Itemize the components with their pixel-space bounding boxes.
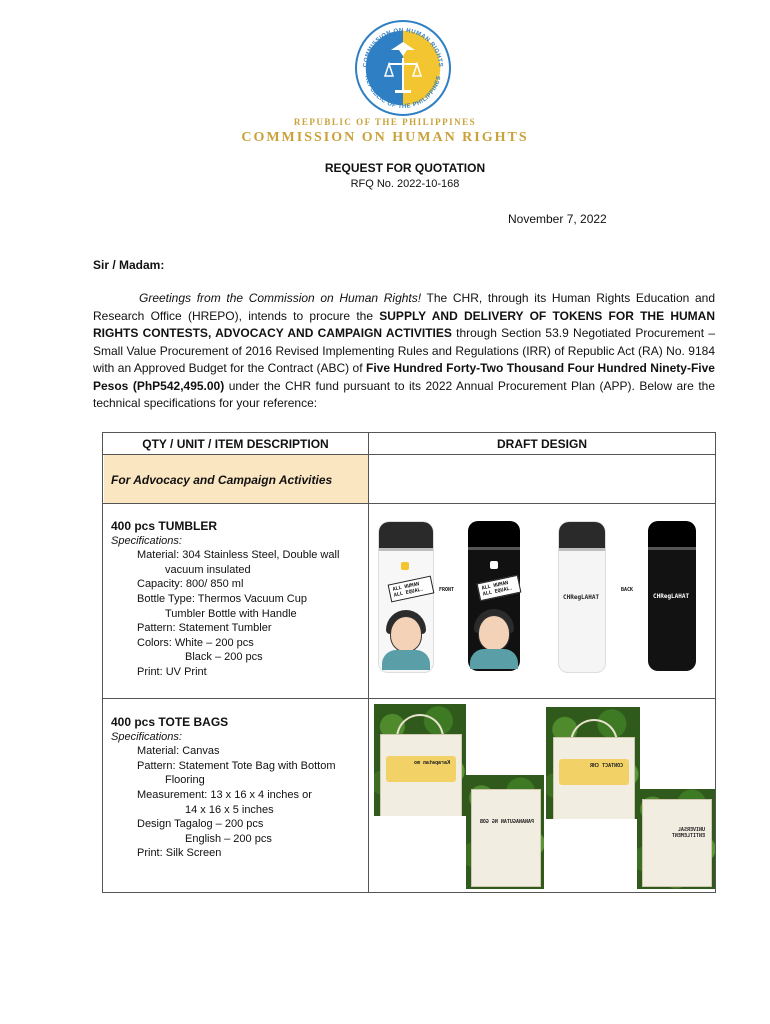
spec-measurement: Measurement: 13 x 16 x 4 inches or bbox=[137, 788, 312, 801]
front-label: FRONT bbox=[439, 587, 455, 593]
budget-amount: Five Hundred Forty-Two Thousand Four Hundred Ninety-Five Pesos (PhP542,495.00) bbox=[93, 361, 715, 393]
tote-photo-2 bbox=[466, 775, 544, 889]
greeting-text: Greetings from the Commission on Human Rights! bbox=[139, 291, 422, 305]
section-label: For Advocacy and Campaign Activities bbox=[111, 473, 333, 487]
tote-photo-1 bbox=[374, 704, 466, 816]
column-header-design: DRAFT DESIGN bbox=[497, 437, 587, 451]
seal-top-text: COMMISSION ON HUMAN RIGHTS bbox=[362, 27, 444, 68]
spec-print: Print: Silk Screen bbox=[137, 847, 222, 860]
column-header-description: QTY / UNIT / ITEM DESCRIPTION bbox=[142, 437, 329, 451]
tote-name: 400 pcs TOTE BAGS bbox=[111, 715, 229, 729]
back-label: BACK bbox=[621, 587, 634, 593]
tote-item bbox=[111, 715, 336, 861]
tumbler-logo-icon bbox=[490, 561, 498, 569]
paragraph-part-3: under the CHR fund pursuant to its 2022 Annual Procurement Plan (APP). Below are the technical specifications for your reference: bbox=[93, 378, 716, 410]
rfq-number: RFQ No. 2022-10-168 bbox=[350, 178, 460, 190]
republic-heading: REPUBLIC OF THE PHILIPPINES bbox=[293, 117, 477, 127]
svg-text:COMMISSION ON HUMAN RIGHTS bbox=[363, 28, 443, 68]
black-tumbler-front bbox=[468, 521, 520, 671]
spec-material: Material: 304 Stainless Steel, Double wall bbox=[137, 549, 340, 562]
tote-text-2: CONTACT CHR bbox=[590, 763, 624, 769]
spec-colors: Colors: White – 200 pcs bbox=[137, 636, 254, 649]
document-title: REQUEST FOR QUOTATION bbox=[324, 161, 486, 175]
black-tumbler-brand: CHRegLAHAT bbox=[653, 593, 690, 600]
paragraph-part-2: through Section 53.9 Negotiated Procurement – Small Value Procurement of 2016 Revised Implementing Rules and Regulations (IRR) of Republic Act (RA) No. 9184 with an Approved Budget for the Contract (ABC) of bbox=[93, 326, 715, 375]
tumbler-design-image bbox=[373, 513, 713, 693]
spec-material: Material: Canvas bbox=[137, 745, 220, 758]
spec-print: Print: UV Print bbox=[137, 665, 207, 678]
spec-measurement-cont: 14 x 16 x 5 inches bbox=[185, 803, 274, 816]
spec-bottle-type: Bottle Type: Thermos Vacuum Cup bbox=[137, 592, 307, 605]
white-tumbler-back bbox=[558, 521, 606, 673]
tumbler-item bbox=[111, 519, 339, 680]
seal-bottom-text: REPUBLIC OF THE PHILIPPINES bbox=[363, 75, 443, 111]
tumbler-name: 400 pcs TUMBLER bbox=[111, 519, 218, 533]
spec-pattern-cont: Flooring bbox=[165, 774, 205, 787]
spec-design-cont: English – 200 pcs bbox=[185, 832, 272, 845]
specifications-table bbox=[102, 432, 716, 893]
tumbler-bubble-white: ALL HUMAN ALL EQUAL. bbox=[388, 576, 435, 603]
spec-design: Design Tagalog – 200 pcs bbox=[137, 818, 264, 831]
spec-pattern: Pattern: Statement Tumbler bbox=[137, 622, 272, 635]
procurement-title: SUPPLY AND DELIVERY OF TOKENS FOR THE HUMAN RIGHTS CONTESTS, ADVOCACY AND CAMPAIGN ACTIVITIES bbox=[93, 308, 716, 340]
tote-photo-4 bbox=[637, 789, 715, 889]
spec-capacity: Capacity: 800/ 850 ml bbox=[137, 578, 244, 591]
tote-text-4: UNIVERSAL ENTITLEMENT bbox=[671, 827, 705, 839]
svg-text:REPUBLIC OF THE PHILIPPINES bbox=[363, 75, 442, 110]
white-tumbler-brand: CHRegLAHAT bbox=[563, 594, 600, 601]
document-date: November 7, 2022 bbox=[508, 212, 607, 226]
intro-paragraph bbox=[93, 290, 715, 413]
spec-material-cont: vacuum insulated bbox=[165, 563, 251, 576]
black-tumbler-back bbox=[648, 521, 696, 671]
commission-heading: COMMISSION ON HUMAN RIGHTS bbox=[241, 130, 529, 145]
specs-label: Specifications: bbox=[111, 730, 182, 743]
tumbler-logo-icon bbox=[401, 562, 409, 570]
paragraph-part-1: The CHR, through its Human Rights Education and Research Office (HREPO), intends to procure the bbox=[93, 291, 715, 323]
white-tumbler-front bbox=[378, 521, 434, 673]
spec-bottle-type-cont: Tumbler Bottle with Handle bbox=[165, 607, 297, 620]
tote-text-1: Karapatan mo bbox=[414, 760, 451, 766]
tote-text-3: PANANAGUTAN NG GOB bbox=[479, 819, 534, 825]
tote-design-image bbox=[369, 699, 715, 892]
specs-label: Specifications: bbox=[111, 534, 182, 547]
salutation: Sir / Madam: bbox=[93, 258, 165, 272]
spec-colors-cont: Black – 200 pcs bbox=[185, 651, 263, 664]
spec-pattern: Pattern: Statement Tote Bag with Bottom bbox=[137, 759, 336, 772]
seal-ring-text bbox=[355, 20, 451, 116]
tote-photo-3 bbox=[546, 707, 640, 819]
tumbler-bubble-black: ALL HUMAN ALL EQUAL. bbox=[477, 575, 522, 601]
